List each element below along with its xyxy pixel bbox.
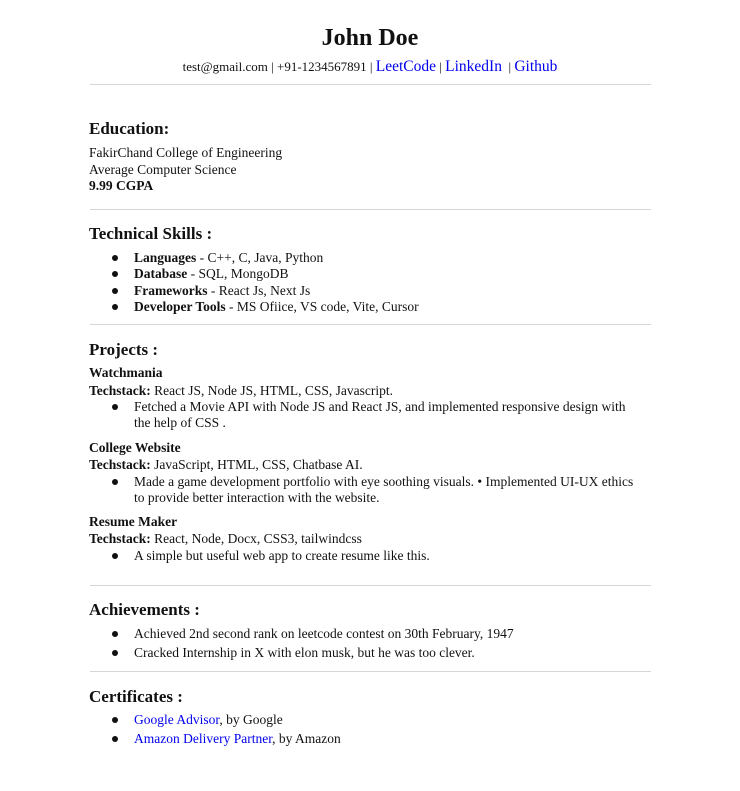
bullet-icon [112,271,118,277]
project-bullet-line: Made a game development portfolio with eye soothing visuals. • Implemented UI-UX ethics [134,474,634,489]
github-link[interactable]: Github [514,58,558,75]
bullet-icon [112,255,118,261]
skill-label: Frameworks [134,283,208,298]
skills-heading: Technical Skills : [89,224,213,243]
email-text: test@gmail.com [182,59,268,74]
education-college: FakirChand College of Engineering [89,145,283,160]
project-bullet-line: A simple but useful web app to create resume like this. [134,548,430,563]
skill-item [134,283,310,299]
certificates-heading: Certificates : [89,687,183,706]
phone-text: +91-1234567891 [276,59,367,74]
techstack-value: JavaScript, HTML, CSS, Chatbase AI. [150,457,363,472]
project-techstack [89,383,393,399]
bullet-icon [112,304,118,310]
certificate-item [134,731,341,747]
certificate-link[interactable]: Google Advisor [134,712,220,727]
achievement-item: Achieved 2nd second rank on leetcode contest on 30th February, 1947 [134,626,514,641]
separator: | [369,59,373,74]
bullet-icon [112,736,118,742]
divider [90,671,651,672]
achievement-item: Cracked Internship in X with elon musk, but he was too clever. [134,645,475,660]
linkedin-link[interactable]: LinkedIn [445,58,502,75]
skill-value: - React Js, Next Js [207,283,311,298]
leetcode-link[interactable]: LeetCode [375,58,437,75]
bullet-icon [112,717,118,723]
education-heading: Education: [89,119,170,138]
divider [90,585,651,586]
resume-name: John Doe [321,25,419,51]
techstack-value: React JS, Node JS, HTML, CSS, Javascript. [150,383,394,398]
bullet-icon [112,404,118,410]
separator: | [508,59,512,74]
bullet-icon [112,479,118,485]
skill-value: - SQL, MongoDB [187,266,289,281]
certificate-item [134,712,283,728]
skill-label: Database [134,266,188,281]
bullet-icon [112,288,118,294]
project-bullet-line: to provide better interaction with the website. [134,490,380,505]
separator: | [271,59,274,74]
techstack-label: Techstack: [89,457,151,472]
certificate-issuer: , by Google [219,712,283,727]
skill-item [134,299,419,315]
bullet-icon [112,553,118,559]
projects-heading: Projects : [89,340,159,359]
techstack-value: React, Node, Docx, CSS3, tailwindcss [150,531,362,546]
skill-value: - MS Ofiice, VS code, Vite, Cursor [225,299,419,314]
education-degree: Average Computer Science [89,162,237,177]
divider [90,84,651,85]
bullet-icon [112,650,118,656]
skill-value: - C++, C, Java, Python [196,250,324,265]
bullet-icon [112,631,118,637]
project-bullet-line: the help of CSS . [134,415,226,430]
techstack-label: Techstack: [89,383,151,398]
project-techstack [89,457,363,473]
project-title: Resume Maker [89,514,178,529]
education-cgpa: 9.99 CGPA [89,178,154,193]
contact-line [0,57,740,77]
skill-label: Developer Tools [134,299,226,314]
achievements-heading: Achievements : [89,600,200,619]
skill-item [134,266,289,282]
divider [90,209,651,210]
skill-item [134,250,323,266]
separator: | [439,59,442,74]
project-techstack [89,531,362,547]
project-title: Watchmania [89,365,163,380]
divider [90,324,651,325]
project-bullet-line: Fetched a Movie API with Node JS and React JS, and implemented responsive design with [134,399,626,414]
certificate-link[interactable]: Amazon Delivery Partner [134,731,273,746]
project-title: College Website [89,440,181,455]
certificate-issuer: , by Amazon [272,731,341,746]
techstack-label: Techstack: [89,531,151,546]
skill-label: Languages [134,250,197,265]
